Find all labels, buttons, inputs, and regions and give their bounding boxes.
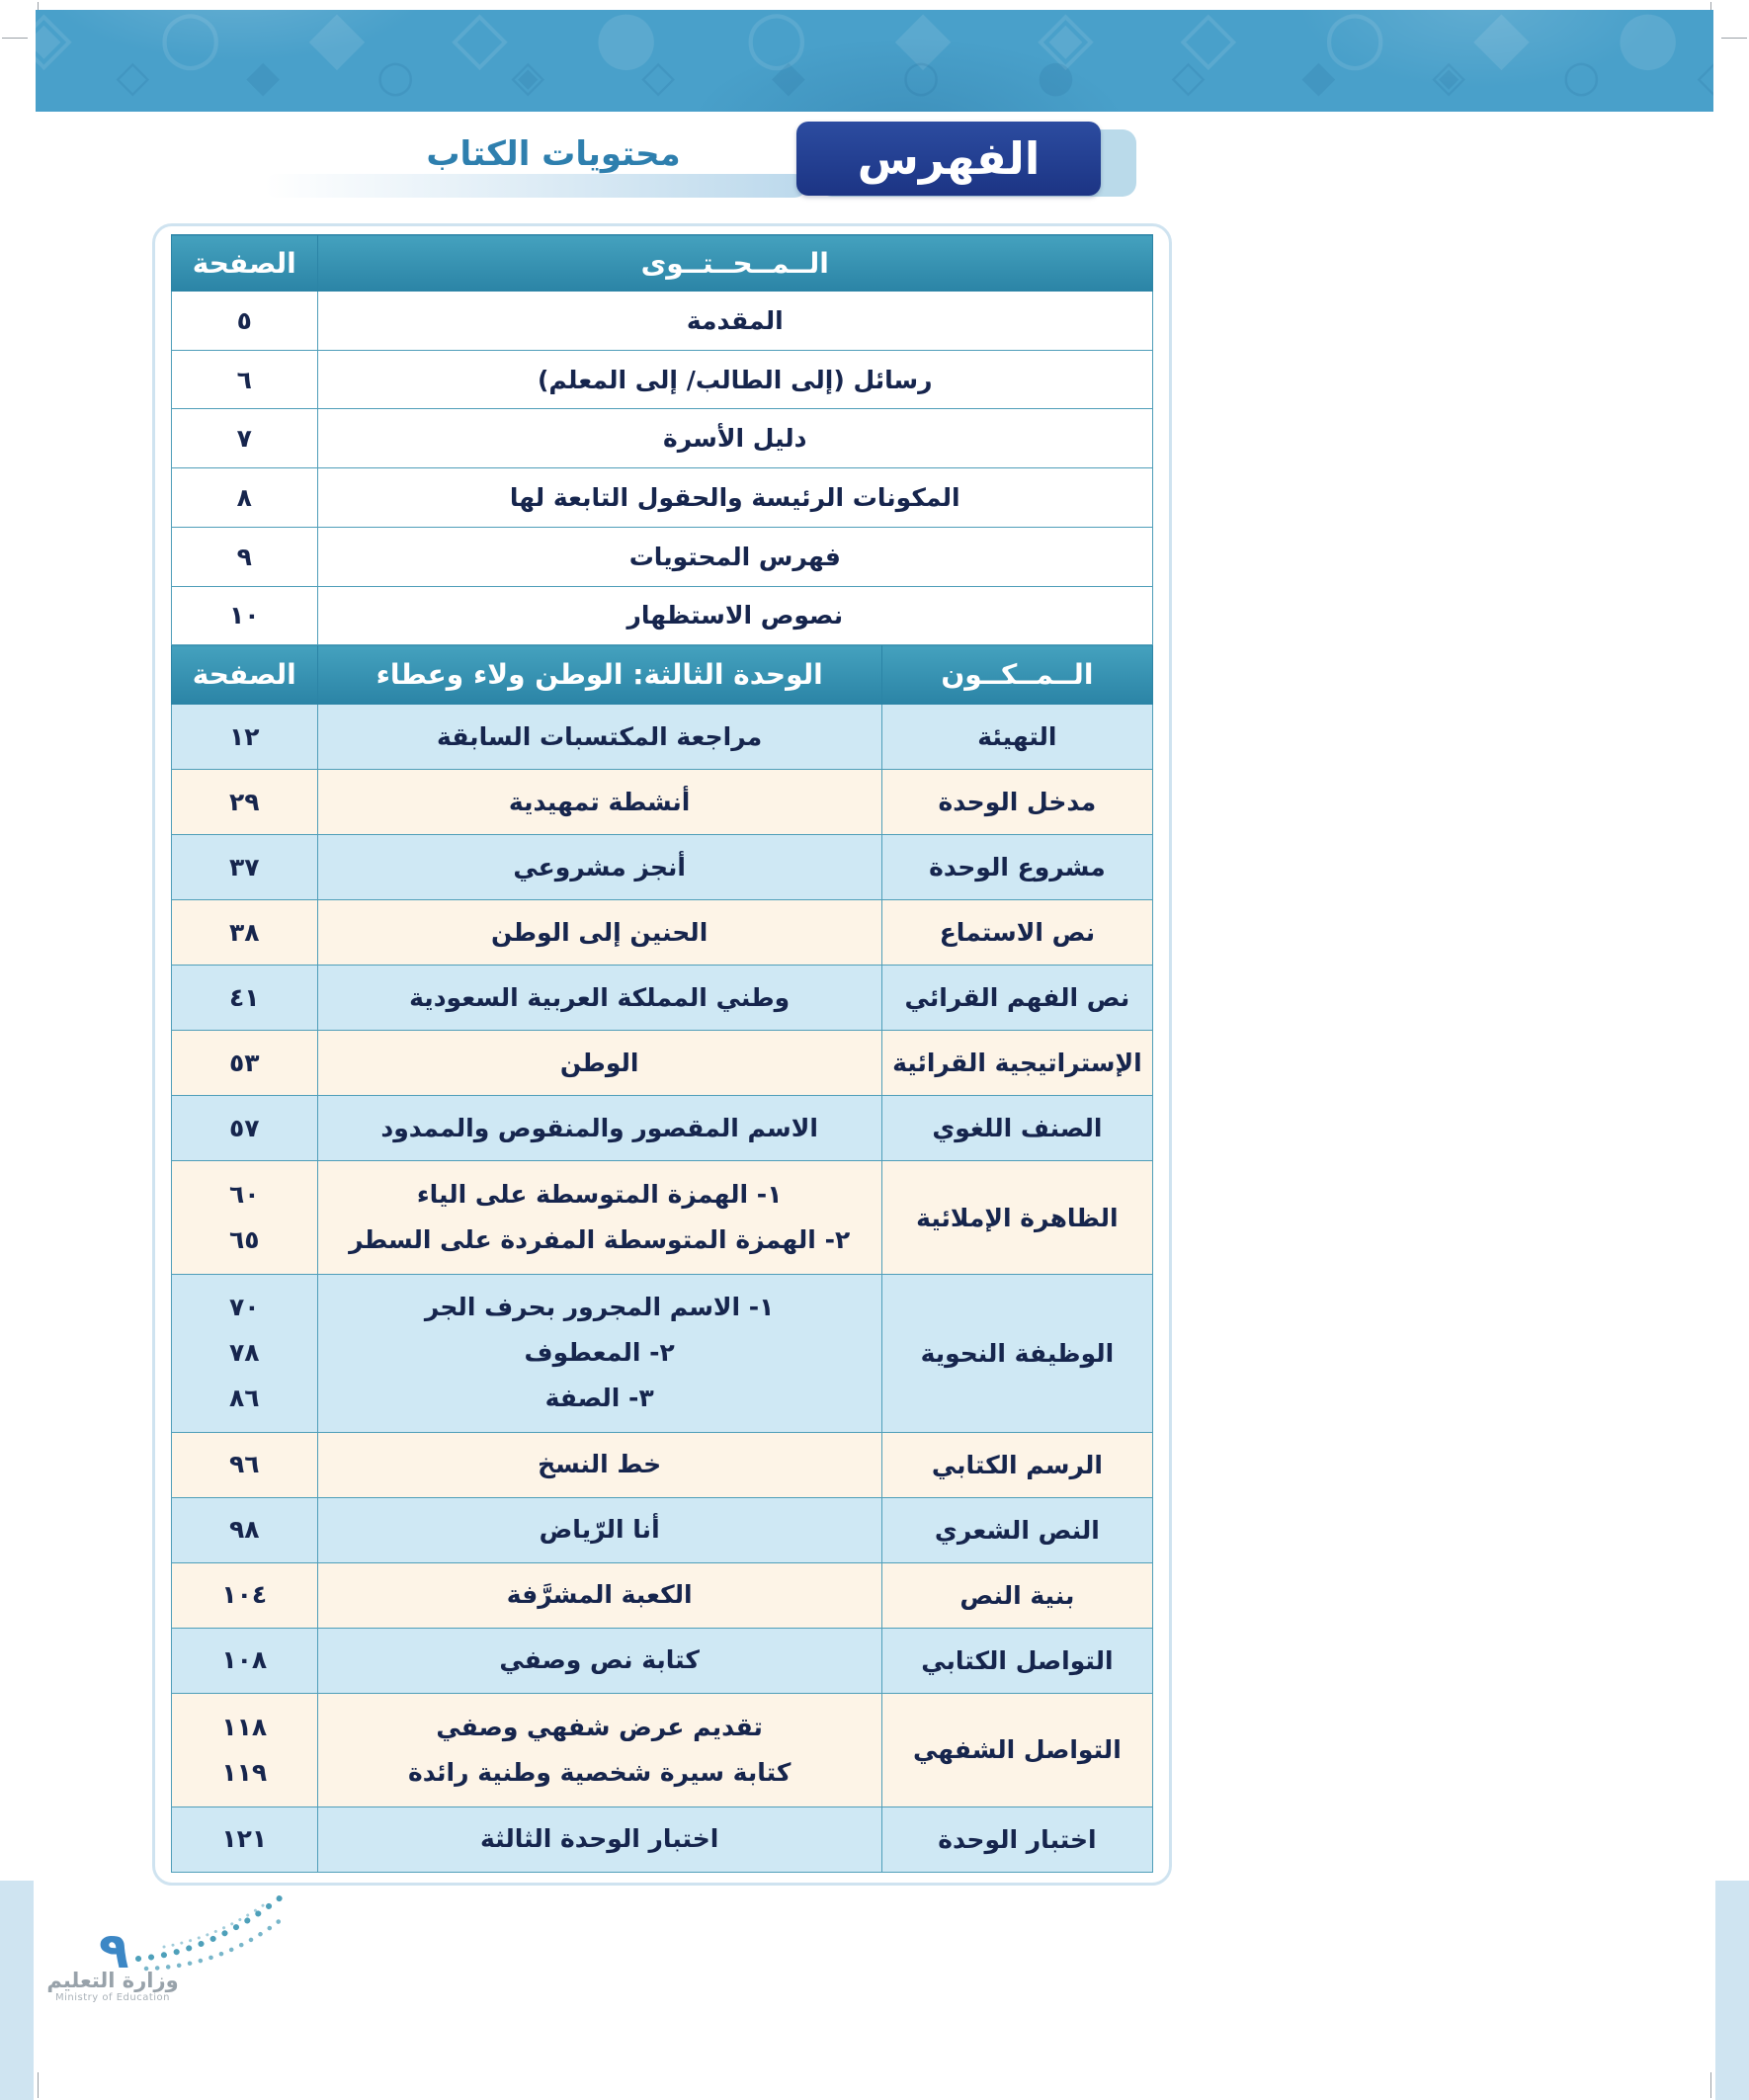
- table-row: [172, 468, 1153, 528]
- component-cell: بنية النص: [881, 1562, 1152, 1628]
- component-cell: اختبار الوحدة: [881, 1806, 1152, 1872]
- content-cell: [317, 966, 881, 1031]
- content-cell: [317, 1275, 881, 1432]
- decorative-top-band: [36, 10, 1713, 112]
- table-row: [172, 705, 1153, 770]
- crop-mark: [1710, 2072, 1711, 2098]
- component-cell: التواصل الكتابي: [881, 1628, 1152, 1693]
- content-cell: دليل الأسرة: [317, 409, 1152, 468]
- page-number-cell: ١٠: [172, 586, 318, 645]
- content-line: ١- الهمزة المتوسطة على الياء: [416, 1180, 783, 1210]
- page-number: ٩: [99, 1922, 129, 1979]
- page-edge-left: [0, 1881, 34, 2100]
- page-number: ٧٠: [228, 1293, 260, 1322]
- content-cell: [317, 1432, 881, 1497]
- page-number-cell: [172, 835, 318, 900]
- component-cell: مدخل الوحدة: [881, 770, 1152, 835]
- page-number: ٣٧: [228, 852, 260, 882]
- table-row: [172, 1628, 1153, 1693]
- page-number: ١١٩: [221, 1757, 268, 1787]
- content-cell: [317, 900, 881, 966]
- component-header-cell: الــمــكــون: [881, 645, 1152, 705]
- crop-mark: [1721, 38, 1747, 39]
- page-number-cell: [172, 966, 318, 1031]
- page-number: ١٢: [228, 721, 260, 751]
- page-number: ١٠٤: [221, 1580, 268, 1610]
- content-line: الكعبة المشرَّفة: [506, 1580, 693, 1610]
- content-line: مراجعة المكتسبات السابقة: [437, 721, 763, 751]
- content-cell: المقدمة: [317, 292, 1152, 351]
- component-cell: التواصل الشفهي: [881, 1693, 1152, 1806]
- index-tab-label: الفهرس: [857, 132, 1041, 185]
- component-cell: التهيئة: [881, 705, 1152, 770]
- content-line: خط النسخ: [538, 1450, 662, 1479]
- page-number: ١٢١: [221, 1824, 268, 1854]
- page-number: ١٠٨: [221, 1645, 268, 1675]
- content-cell: المكونات الرئيسة والحقول التابعة لها: [317, 468, 1152, 528]
- table-row: [172, 1031, 1153, 1096]
- page-header-cell: الصفحة: [172, 645, 318, 705]
- component-cell: الصنف اللغوي: [881, 1096, 1152, 1161]
- content-line: الحنين إلى الوطن: [491, 917, 708, 947]
- content-line: ٣- الصفة: [544, 1384, 654, 1413]
- page-number-cell: [172, 1497, 318, 1562]
- component-cell: نص الفهم القرائي: [881, 966, 1152, 1031]
- contents-table-body: [172, 292, 1153, 1873]
- table-row: [172, 1096, 1153, 1161]
- page-number-cell: [172, 1096, 318, 1161]
- content-line: الوطن: [559, 1048, 639, 1077]
- band-shading: [36, 10, 1713, 112]
- table-row: [172, 409, 1153, 468]
- table-row: [172, 1275, 1153, 1432]
- content-cell: [317, 1806, 881, 1872]
- page-number: ٣٨: [228, 917, 260, 947]
- index-tab: [796, 122, 1101, 196]
- title-underline-decoration: [265, 174, 806, 198]
- table-row: [172, 350, 1153, 409]
- table-row: [172, 586, 1153, 645]
- table-row: [172, 1161, 1153, 1275]
- page-number-cell: ٨: [172, 468, 318, 528]
- page-number-cell: [172, 1161, 318, 1275]
- page-number-cell: [172, 1628, 318, 1693]
- component-cell: الإستراتيجية القرائية: [881, 1031, 1152, 1096]
- page-number-cell: [172, 1562, 318, 1628]
- page-number-cell: [172, 705, 318, 770]
- unit-header-cell: الوحدة الثالثة: الوطن ولاء وعطاء: [317, 645, 881, 705]
- ministry-logo-english: Ministry of Education: [55, 1992, 170, 2003]
- crop-mark: [2, 38, 28, 39]
- content-line: أنشطة تمهيدية: [508, 787, 691, 816]
- content-line: وطني المملكة العربية السعودية: [409, 982, 791, 1012]
- ministry-logo: [34, 1969, 192, 2003]
- content-line: تقديم عرض شفهي وصفي: [436, 1712, 763, 1741]
- content-cell: [317, 1693, 881, 1806]
- ministry-logo-arabic: وزارة التعليم: [46, 1969, 179, 1992]
- logo-dots-icon: [130, 1888, 293, 1974]
- content-cell: [317, 1497, 881, 1562]
- page-number-cell: [172, 900, 318, 966]
- content-cell: نصوص الاستظهار: [317, 586, 1152, 645]
- page-number: ٥٧: [228, 1113, 260, 1142]
- page-number: ٧٨: [228, 1338, 260, 1368]
- page-edge-right: [1715, 1881, 1749, 2100]
- page-number-cell: [172, 1275, 318, 1432]
- contents-card: [152, 223, 1172, 1886]
- page-number-cell: ٩: [172, 527, 318, 586]
- content-cell: [317, 1161, 881, 1275]
- unit-header-row: [172, 645, 1153, 705]
- component-cell: الوظيفة النحوية: [881, 1275, 1152, 1432]
- page-header-cell: الصفحة: [172, 235, 318, 292]
- table-row: [172, 900, 1153, 966]
- content-line: ١- الاسم المجرور بحرف الجر: [424, 1293, 775, 1322]
- crop-mark: [38, 2072, 39, 2098]
- table-row: [172, 527, 1153, 586]
- table-row: [172, 1562, 1153, 1628]
- table-row: [172, 1497, 1153, 1562]
- content-cell: [317, 835, 881, 900]
- component-cell: نص الاستماع: [881, 900, 1152, 966]
- content-cell: فهرس المحتويات: [317, 527, 1152, 586]
- content-line: اختبار الوحدة الثالثة: [479, 1824, 719, 1854]
- table-row: [172, 1693, 1153, 1806]
- content-cell: [317, 1562, 881, 1628]
- content-cell: [317, 1031, 881, 1096]
- content-line: ٢- المعطوف: [524, 1338, 675, 1368]
- page-number: ٩٦: [228, 1450, 260, 1479]
- page-number: ٦٥: [228, 1225, 260, 1255]
- page-number-cell: ٧: [172, 409, 318, 468]
- contents-header-row: [172, 235, 1153, 292]
- table-row: [172, 835, 1153, 900]
- component-cell: النص الشعري: [881, 1497, 1152, 1562]
- page-number-cell: [172, 770, 318, 835]
- page-number-cell: ٦: [172, 350, 318, 409]
- page-number-cell: ٥: [172, 292, 318, 351]
- page-number: ٤١: [228, 982, 260, 1012]
- content-header-cell: الــمــحــتــوى: [317, 235, 1152, 292]
- page-number: ٥٣: [228, 1048, 260, 1077]
- content-line: أنا الرّياض: [539, 1515, 660, 1545]
- content-cell: [317, 1628, 881, 1693]
- content-cell: [317, 705, 881, 770]
- page-number: ٢٩: [228, 787, 260, 816]
- page-number-cell: [172, 1432, 318, 1497]
- content-cell: رسائل (إلى الطالب/ إلى المعلم): [317, 350, 1152, 409]
- content-cell: [317, 770, 881, 835]
- table-row: [172, 1806, 1153, 1872]
- page-number: ٦٠: [228, 1180, 260, 1210]
- table-row: [172, 1432, 1153, 1497]
- page-number: ١١٨: [221, 1712, 268, 1741]
- page-number-cell: [172, 1693, 318, 1806]
- component-cell: الرسم الكتابي: [881, 1432, 1152, 1497]
- content-cell: [317, 1096, 881, 1161]
- table-row: [172, 966, 1153, 1031]
- content-line: الاسم المقصور والمنقوص والممدود: [380, 1113, 818, 1142]
- component-cell: مشروع الوحدة: [881, 835, 1152, 900]
- page-number: ٩٨: [228, 1515, 260, 1545]
- table-row: [172, 292, 1153, 351]
- page-number-cell: [172, 1031, 318, 1096]
- page-number: ٨٦: [228, 1384, 260, 1413]
- table-row: [172, 770, 1153, 835]
- page-number-cell: [172, 1806, 318, 1872]
- content-line: ٢- الهمزة المتوسطة المفردة على السطر: [349, 1225, 851, 1255]
- page-title: محتويات الكتاب: [426, 134, 681, 174]
- component-cell: الظاهرة الإملائية: [881, 1161, 1152, 1275]
- content-line: أنجز مشروعي: [513, 852, 686, 882]
- content-line: كتابة نص وصفي: [499, 1645, 700, 1675]
- contents-table: [171, 234, 1153, 1873]
- content-line: كتابة سيرة شخصية وطنية رائدة: [407, 1757, 791, 1787]
